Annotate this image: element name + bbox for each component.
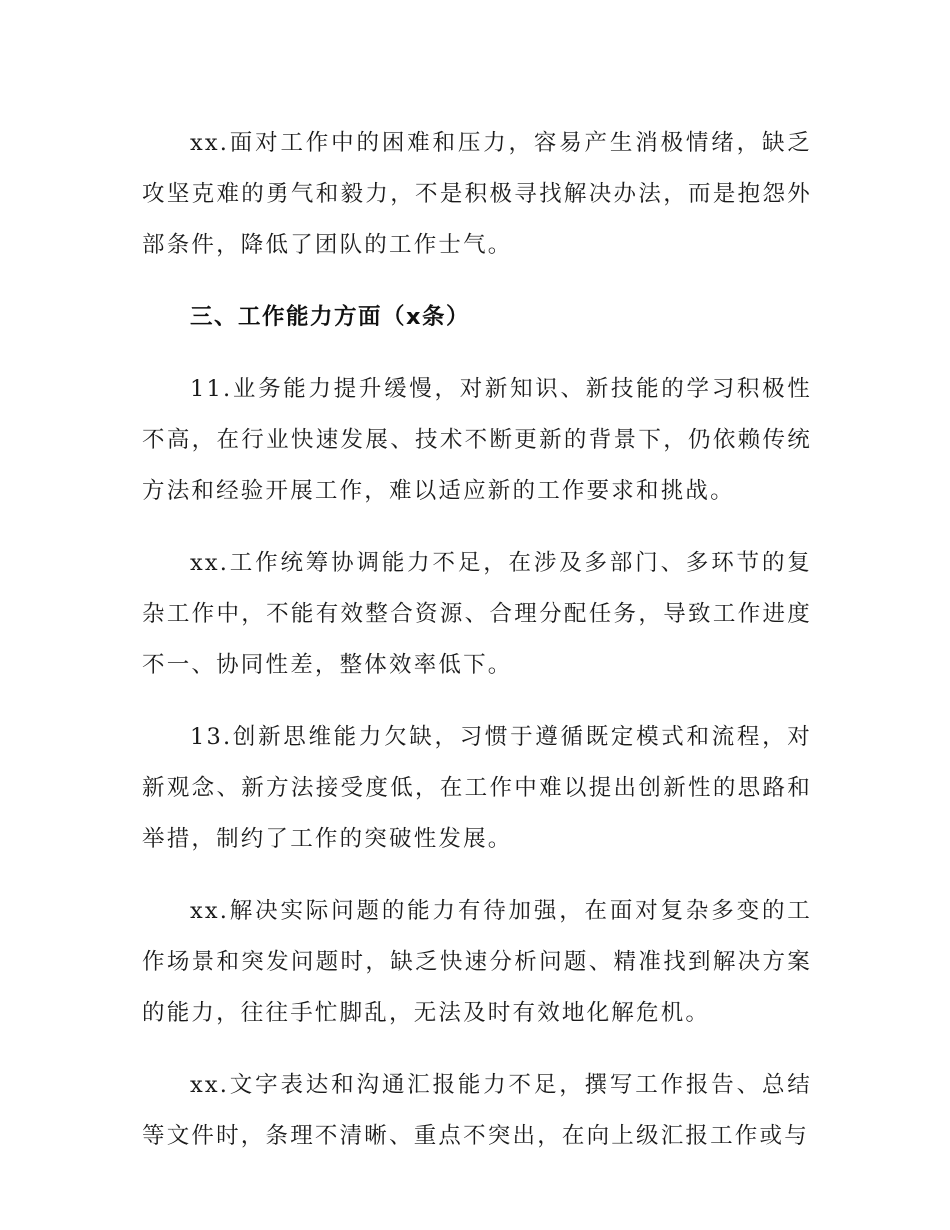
paragraph-problem-solving: xx.解决实际问题的能力有待加强，在面对复杂多变的工作场景和突发问题时，缺乏快速分析问题、精准找到解决方案的能力，往往手忙脚乱，无法及时有效地化解危机。 (142, 898, 812, 1026)
section-heading-work-ability: 三、工作能力方面（x条） (190, 304, 471, 330)
paragraph-morale: xx.面对工作中的困难和压力，容易产生消极情绪，缺乏攻坚克难的勇气和毅力，不是积极寻找解决办法，而是抱怨外部条件，降低了团队的工作士气。 (142, 130, 812, 258)
document-body (142, 118, 812, 1183)
paragraph-coordination: xx.工作统筹协调能力不足，在涉及多部门、多环节的复杂工作中，不能有效整合资源、合理分配任务，导致工作进度不一、协同性差，整体效率低下。 (142, 550, 812, 678)
paragraph-item-13: 13.创新思维能力欠缺，习惯于遵循既定模式和流程，对新观念、新方法接受度低，在工作中难以提出创新性的思路和举措，制约了工作的突破性发展。 (142, 724, 812, 852)
paragraph-item-11: 11.业务能力提升缓慢，对新知识、新技能的学习积极性不高，在行业快速发展、技术不断更新的背景下，仍依赖传统方法和经验开展工作，难以适应新的工作要求和挑战。 (142, 376, 812, 504)
paragraph-writing-communication: xx.文字表达和沟通汇报能力不足，撰写工作报告、总结等文件时，条理不清晰、重点不突出，在向上级汇报工作或与 (142, 1072, 812, 1149)
